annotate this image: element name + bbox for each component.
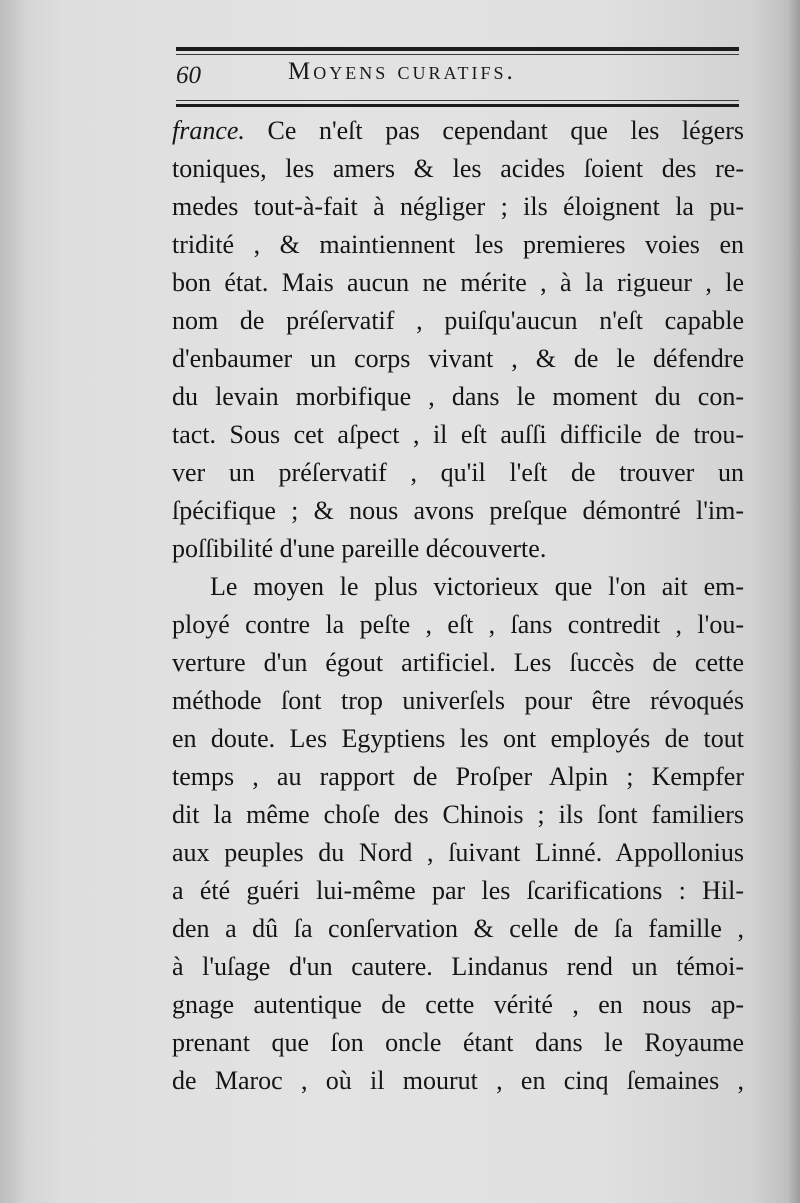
text-line: temps , au rapport de Proſper Alpin ; Kempfer [172,762,744,791]
text-line: méthode ſont trop univerſels pour être révoqués [172,686,744,715]
header-rule-top [176,47,739,51]
text-line-paragraph-end: poſſibilité d'une pareille découverte. [172,534,547,563]
text-line: bon état. Mais aucun ne mérite , à la rigueur , le [172,268,744,297]
page-edge-shadow [788,0,800,1203]
text-line: den a dû ſa conſervation & celle de ſa famille , [172,914,744,943]
header-rule-top-thin [176,54,739,55]
text-line: ver un préſervatif , qu'il l'eſt de trouver un [172,458,744,487]
text-line: tridité , & maintiennent les premieres voies en [172,230,744,259]
text-line: tact. Sous cet aſpect , il eſt auſſi difficile de trou- [172,420,744,449]
text-line: en doute. Les Egyptiens les ont employés de tout [172,724,744,753]
text-line [172,112,744,150]
body-text [172,112,744,1100]
text-line: prenant que ſon oncle étant dans le Royaume [172,1028,744,1057]
text-line: dit la même choſe des Chinois ; ils ſont familiers [172,800,744,829]
text-line: d'enbaumer un corps vivant , & de le défendre [172,344,744,373]
text-line-content: Ce n'eſt pas cependant que les légers [267,116,744,145]
text-line: gnage autentique de cette vérité , en nous ap- [172,990,744,1019]
text-line: aux peuples du Nord , ſuivant Linné. Appollonius [172,838,744,867]
text-line: nom de préſervatif , puiſqu'aucun n'eſt capable [172,306,744,335]
text-line: a été guéri lui-même par les ſcarifications : Hil- [172,876,744,905]
text-line-paragraph-start: Le moyen le plus victorieux que l'on ait em- [210,572,744,601]
text-line: ployé contre la peſte , eſt , ſans contredit , l'ou- [172,610,744,639]
text-line: toniques, les amers & les acides ſoient des re- [172,154,744,183]
text-line: à l'uſage d'un cautere. Lindanus rend un témoi- [172,952,744,981]
text-line: de Maroc , où il mourut , en cinq ſemaines , [172,1066,744,1095]
text-line: verture d'un égout artificiel. Les ſuccès de cette [172,648,744,677]
text-line: ſpécifique ; & nous avons preſque démontré l'im- [172,496,744,525]
first-word: france. [172,116,245,145]
text-line: medes tout-à-fait à négliger ; ils éloignent la pu- [172,192,744,221]
running-head: Moyens curatifs. [288,58,516,85]
text-line: du levain morbifique , dans le moment du con- [172,382,744,411]
spine-shadow [0,0,26,1203]
header-rule-bottom-thin [176,100,739,101]
page-number: 60 [176,62,201,89]
header-rule-bottom [176,104,739,107]
